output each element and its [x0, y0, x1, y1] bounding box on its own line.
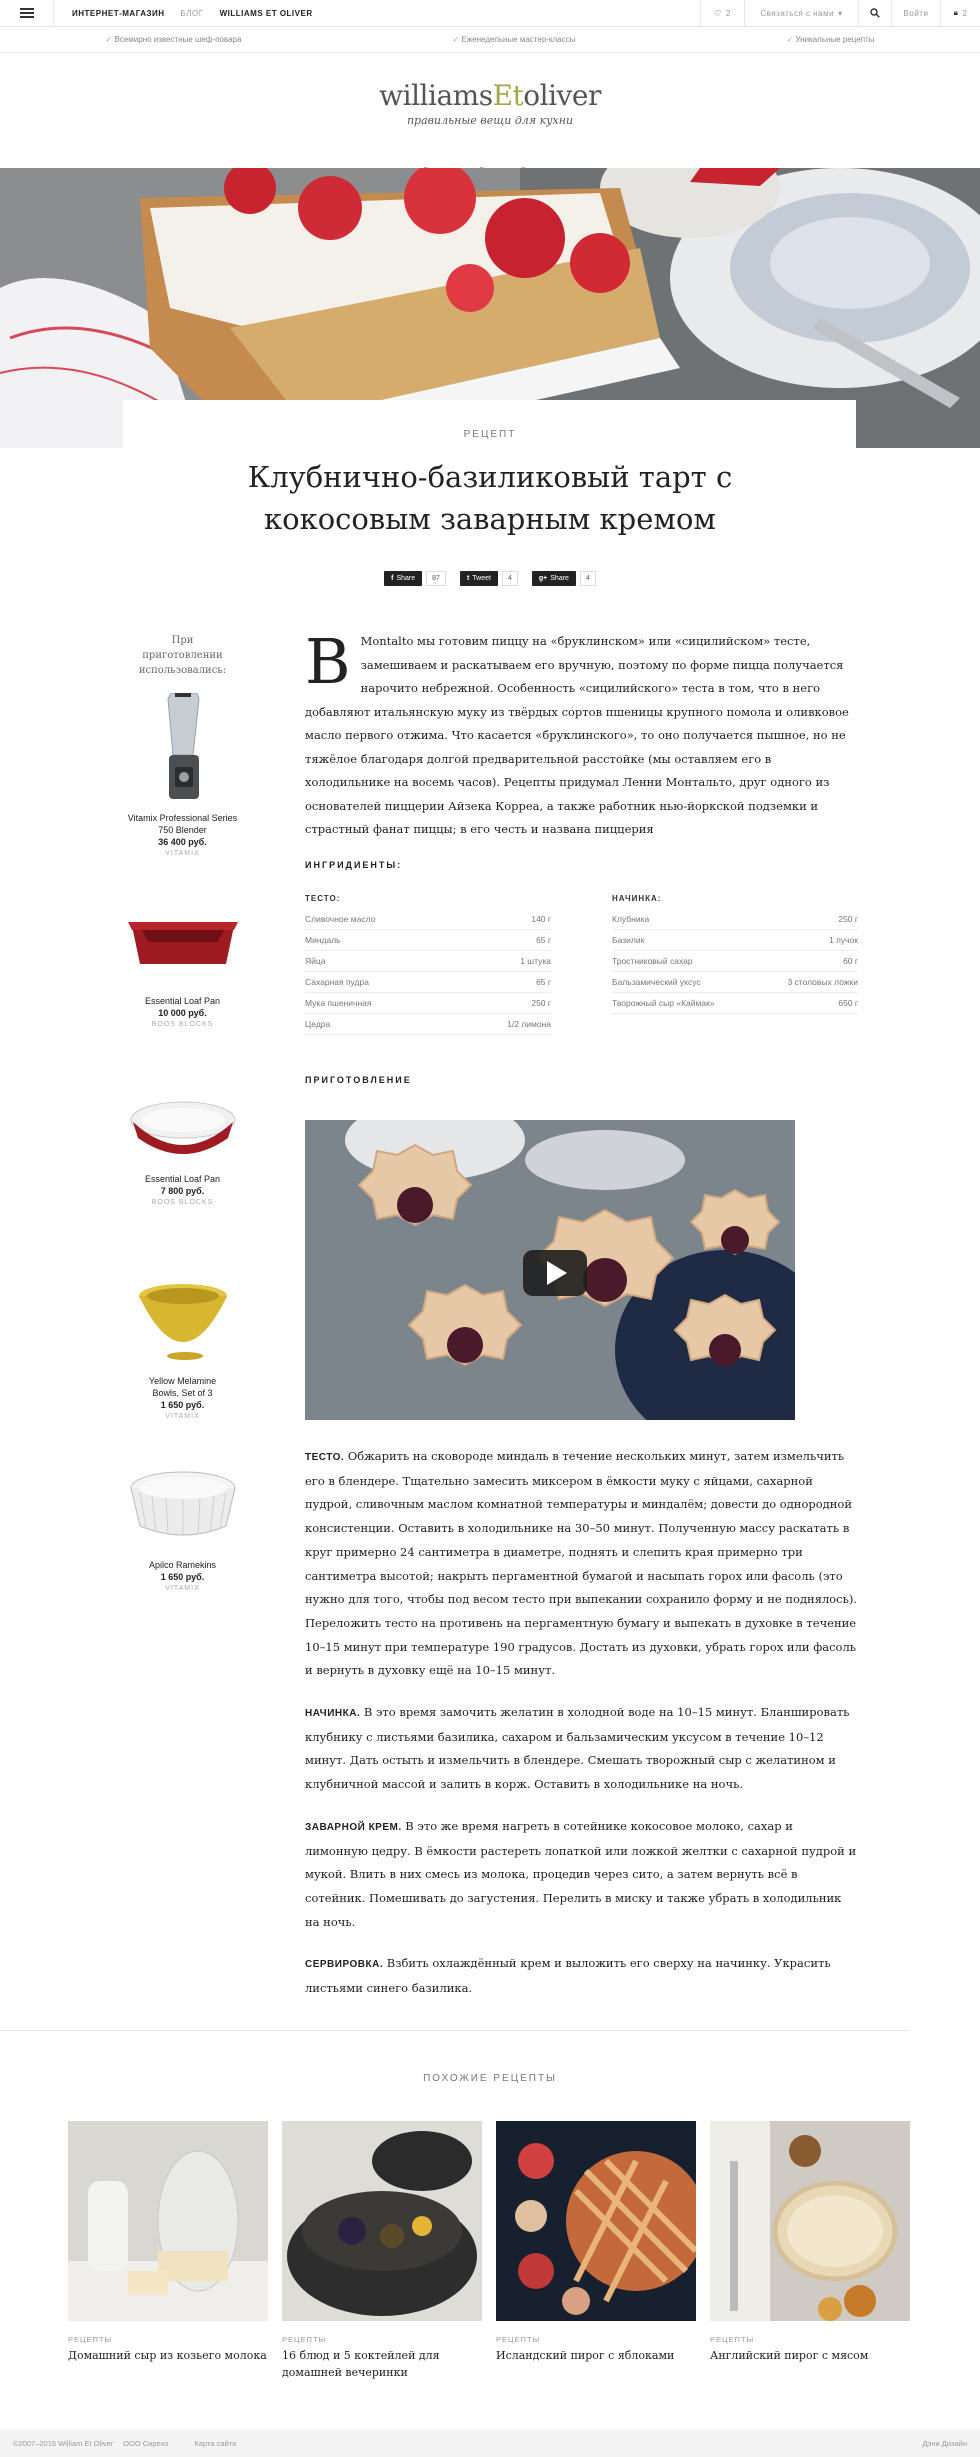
- product-card[interactable]: [90, 1468, 275, 1592]
- sidebar-title: При приготовлении использовались:: [138, 635, 227, 676]
- step-text: В это же время нагреть в сотейнике кокосовое молоко, сахар и лимонную цедру. В ёмкости растереть лопаткой или ложкой желтки с сахарной пудрой и мукой. Влить в них смесь из молока, процедив через сито, а затем вернуть всё в сотейник. Помешивать до загустения. Перелить в миску и также убрать в холодильник на ночь.: [305, 1818, 857, 1929]
- login-label: Войти: [903, 8, 929, 18]
- designer-credit[interactable]: Дэни Дизайн: [922, 2438, 967, 2448]
- product-card[interactable]: [90, 1098, 275, 1206]
- ingredients-heading: ИНГРИДИЕНТЫ:: [305, 859, 403, 870]
- ingredient-amount: 1 штука: [520, 955, 551, 966]
- ingredient-row: [612, 951, 858, 972]
- product-card[interactable]: [90, 908, 275, 1028]
- recipe-video[interactable]: [305, 1120, 795, 1420]
- ingredient-name: Миндаль: [305, 934, 341, 945]
- product-name: Essential Loaf Pan: [144, 1174, 221, 1184]
- ingredient-name: Тростниковый сахар: [612, 955, 693, 966]
- product-price: 1 650 руб.: [160, 1400, 205, 1410]
- article-lead: [305, 625, 858, 842]
- product-price: 1 650 руб.: [160, 1572, 205, 1582]
- blender-image: [153, 693, 213, 803]
- related-card[interactable]: [282, 2121, 482, 2381]
- lead-text: Montalto мы готовим пиццу на «бруклинском» или «сицилийском» тесте, замешиваем и раскатываем его вручную, поэтому по форме пицца получается нарочито небрежной. Особенность «сицилийского» теста в том, что в него добавляют итальянскую муку из твёрдых сортов пшеницы крупного помола и оливковое масло первого отжима. Что касается «бруклинского», то оно получается пышное, но не тяжёлое благодаря долгой предварительной расстойке (мы оставляем его в холодильнике на восемь часов). Рецепты придумал Ленни Монтальто, друг одного из основателей пиццерии Айзека Корреа, а также работник нью-йоркской подземки и страстный фанат пиццы; в его честь и названа пиццерия: [305, 634, 849, 836]
- ingredient-row: [612, 972, 858, 993]
- favorites-button[interactable]: [700, 0, 744, 26]
- contact-label: Связаться с нами: [760, 8, 835, 18]
- login-link[interactable]: [891, 0, 940, 26]
- method-heading: ПРИГОТОВЛЕНИЕ: [305, 1074, 412, 1085]
- step-label: ТЕСТО.: [305, 1452, 345, 1463]
- step-custard: [305, 1815, 858, 1935]
- menu-button[interactable]: [0, 0, 54, 26]
- related-card[interactable]: [710, 2121, 910, 2364]
- related-category: РЕЦЕПТЫ: [282, 2335, 327, 2344]
- ingredient-amount: 65 г: [536, 976, 551, 987]
- related-card[interactable]: [68, 2121, 268, 2364]
- product-name: Yellow Melamine Bowls, Set of 3: [148, 1376, 217, 1398]
- share-twitter[interactable]: [460, 571, 518, 586]
- ingredient-amount: 1/2 лимона: [507, 1018, 551, 1029]
- dough-ingredients: [305, 894, 551, 1035]
- ingredient-amount: 140 г: [531, 913, 551, 924]
- ingredient-row: [612, 909, 858, 930]
- step-filling: [305, 1701, 858, 1797]
- ingredient-name: Цедра: [305, 1018, 331, 1029]
- ramekin-image: [128, 1468, 238, 1548]
- top-nav: [54, 0, 700, 26]
- heart-icon: ♡: [714, 8, 722, 18]
- product-name: Apilco Ramekins: [148, 1560, 217, 1570]
- product-name: Vitamix Professional Series 750 Blender: [127, 813, 238, 835]
- copyright: ©2007–2015 William Et Oliver: [13, 2438, 114, 2448]
- nav-shop[interactable]: ИНТЕРНЕТ-МАГАЗИН: [72, 8, 165, 18]
- ingredient-name: Бальзамический уксус: [612, 976, 701, 987]
- product-brand: VITAMIX: [165, 1585, 200, 1592]
- ingredient-row: [305, 1014, 551, 1035]
- article: [305, 625, 858, 1085]
- twitter-icon: t: [466, 575, 470, 582]
- ingredients-caption: НАЧИНКА:: [612, 893, 662, 903]
- facebook-icon: f: [391, 575, 394, 582]
- method-steps: [305, 1445, 858, 2001]
- related-title: ПОХОЖИЕ РЕЦЕПТЫ: [423, 2073, 557, 2084]
- ingredient-name: Яйца: [305, 955, 326, 966]
- related-image: [68, 2121, 268, 2321]
- page-title: Клубнично-базиликовый тарт с кокосовым заварным кремом: [247, 460, 733, 536]
- filling-ingredients: [612, 894, 858, 1035]
- ingredient-name: Сахарная пудра: [305, 976, 369, 987]
- contact-dropdown[interactable]: [744, 0, 858, 26]
- related-card-title[interactable]: Домашний сыр из козьего молока: [68, 2349, 267, 2362]
- step-label: НАЧИНКА.: [305, 1708, 361, 1720]
- step-label: ЗАВАРНОЙ КРЕМ.: [305, 1821, 402, 1833]
- ingredient-row: [305, 930, 551, 951]
- product-card[interactable]: [90, 693, 275, 857]
- related-category: РЕЦЕПТЫ: [68, 2335, 113, 2344]
- nav-blog[interactable]: БЛОГ: [180, 8, 204, 18]
- usp-item: ✓ Всемирно известные шеф-повара: [106, 35, 242, 44]
- ingredient-amount: 650 г: [838, 997, 858, 1008]
- share-facebook[interactable]: [384, 571, 446, 586]
- baking-dish-image: [128, 1098, 238, 1158]
- top-bar: [0, 0, 980, 27]
- company-link[interactable]: ООО Сирехо: [123, 2438, 169, 2448]
- site-logo[interactable]: [0, 53, 980, 159]
- ingredient-row: [305, 993, 551, 1014]
- share-googleplus[interactable]: [532, 571, 596, 586]
- related-card[interactable]: [496, 2121, 696, 2364]
- related-category: РЕЦЕПТЫ: [496, 2335, 541, 2344]
- share-label: Share: [396, 575, 416, 582]
- ingredient-row: [305, 951, 551, 972]
- cart-button[interactable]: [940, 0, 980, 26]
- search-icon: [870, 8, 880, 18]
- googleplus-icon: g+: [538, 575, 548, 582]
- step-text: В это время замочить желатин в холодной воде на 10–15 минут. Бланшировать клубнику с листьями базилика, сахаром и бальзамическим уксусом в течение 10–12 минут. Дать остыть и измельчить в блендере. Смешать творожный сыр с желатином и клубничной массой и залить в корж. Оставить в холодильнике на ночь.: [305, 1705, 850, 1792]
- share-count: 4: [502, 571, 518, 586]
- ingredient-amount: 60 г: [843, 955, 858, 966]
- ingredient-amount: 250 г: [838, 913, 858, 924]
- step-text: Взбить охлаждённый крем и выложить его сверху на начинку. Украсить листьями синего базилика.: [305, 1956, 831, 1996]
- product-name: Essential Loaf Pan: [144, 996, 221, 1006]
- product-brand: BOOS BLOCKS: [151, 1199, 214, 1206]
- related-image: [496, 2121, 696, 2321]
- ingredient-amount: 250 г: [531, 997, 551, 1008]
- usp-item: ✓ Уникальные рецепты: [787, 35, 875, 44]
- chevron-down-icon: ▾: [838, 8, 843, 18]
- bowls-image: [133, 1278, 233, 1368]
- ingredient-name: Сливочное масло: [305, 913, 376, 924]
- step-label: СЕРВИРОВКА.: [305, 1959, 384, 1971]
- used-products-sidebar: [90, 633, 275, 1592]
- loaf-pan-image: [128, 908, 238, 978]
- ingredient-name: Базилик: [612, 934, 645, 945]
- related-image: [282, 2121, 482, 2321]
- share-count: 4: [580, 571, 596, 586]
- hamburger-icon: [20, 12, 34, 14]
- ingredient-name: Творожный сыр «Каймак»: [612, 997, 715, 1008]
- nav-brand[interactable]: WILLIAMS ET OLIVER: [219, 8, 313, 18]
- ingredients-table: [305, 894, 858, 1035]
- ingredient-row: [305, 909, 551, 930]
- ingredient-row: [612, 930, 858, 951]
- related-card-title[interactable]: Исландский пирог с яблоками: [496, 2349, 675, 2362]
- related-category: РЕЦЕПТЫ: [710, 2335, 755, 2344]
- product-price: 36 400 руб.: [158, 837, 207, 847]
- ingredient-name: Клубника: [612, 913, 650, 924]
- related-card-title[interactable]: Английский пирог с мясом: [710, 2349, 869, 2362]
- divider: [0, 2030, 910, 2031]
- step-text: Обжарить на сковороде миндаль в течение нескольких минут, затем измельчить его в блендере. Тщательно замесить миксером в ёмкости муку с яйцами, сахарной пудрой, сливочным маслом комнатной температуры и миндалём; довести до однородной консистенции. Оставить в холодильнике на 30–50 минут. Полученную массу раскатать в круг примерно 24 сантиметра в диаметре, поднять и слепить края примерно три сантиметра высотой; накрыть пергаментной бумагой и насыпать горох или фасоль (это нужно для того, чтобы под весом тесто при выпекании сохранило форму и не поднялось). Переложить тесто на противень на пергаментную бумагу и выпекать в духовке в течение 10–15 минут при температуре 190 градусов. Достать из духовки, убрать горох или фасоль и вернуть в духовку ещё на 10–15 минут.: [305, 1449, 858, 1678]
- logo-tagline: правильные вещи для кухни: [406, 114, 574, 127]
- product-price: 7 800 руб.: [160, 1186, 205, 1196]
- drop-cap: В: [305, 625, 351, 698]
- share-label: Share: [550, 575, 569, 582]
- product-brand: BOOS BLOCKS: [151, 1021, 214, 1028]
- step-dough: [305, 1445, 858, 1683]
- step-serving: [305, 1952, 858, 2000]
- ingredient-amount: 65 г: [536, 934, 551, 945]
- ingredient-row: [612, 993, 858, 1014]
- bag-icon: 🔒︎: [953, 8, 959, 17]
- product-price: 10 000 руб.: [158, 1008, 207, 1018]
- ingredient-amount: 1 пучок: [829, 934, 858, 945]
- related-card-title[interactable]: 16 блюд и 5 коктейлей для домашней вечеринки: [282, 2349, 440, 2379]
- logo-word: oliver: [523, 79, 601, 112]
- usp-row: [0, 27, 980, 53]
- favorites-count: 2: [725, 8, 731, 18]
- product-brand: VITAMIX: [165, 850, 200, 857]
- ingredient-row: [305, 972, 551, 993]
- sitemap-link[interactable]: Карта сайта: [194, 2438, 237, 2448]
- ingredient-amount: 3 столовых ложки: [787, 976, 858, 987]
- play-icon[interactable]: [523, 1250, 587, 1296]
- share-label: Tweet: [472, 575, 491, 582]
- share-bar: [0, 571, 980, 586]
- ingredient-name: Мука пшеничная: [305, 997, 372, 1008]
- product-card[interactable]: [90, 1278, 275, 1420]
- related-image: [710, 2121, 910, 2321]
- footer: [0, 2429, 980, 2457]
- logo-word: williams: [379, 79, 493, 112]
- ingredients-caption: ТЕСТО:: [305, 893, 341, 903]
- usp-item: ✓ Еженедельные мастер-классы: [453, 35, 576, 44]
- cart-count: 2: [962, 8, 968, 18]
- post-category: РЕЦЕПТ: [463, 429, 517, 440]
- logo-ampersand: Et: [492, 79, 524, 112]
- title-card: [123, 400, 856, 450]
- share-count: 87: [426, 571, 446, 586]
- search-button[interactable]: [858, 0, 891, 26]
- product-brand: VITAMIX: [165, 1413, 200, 1420]
